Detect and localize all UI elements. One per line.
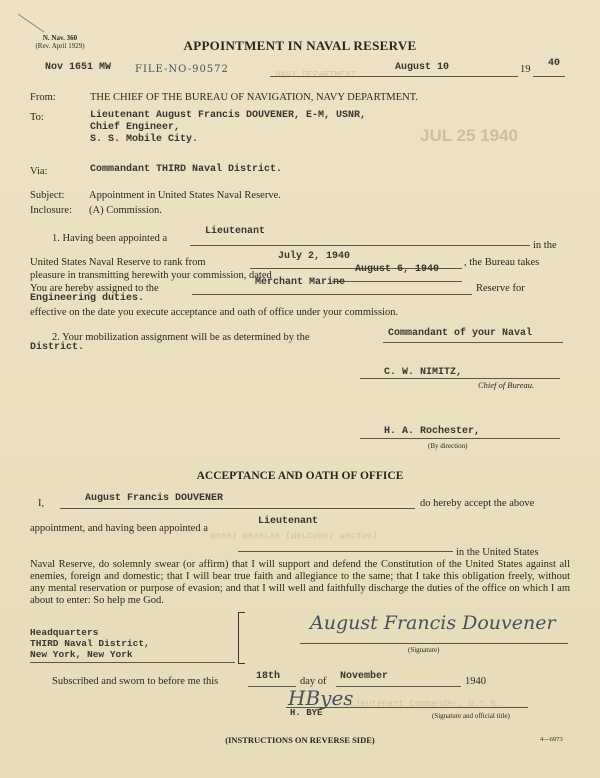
- page-title: APPOINTMENT IN NAVAL RESERVE: [183, 38, 417, 53]
- received-stamp: JUL 25 1940: [420, 126, 518, 145]
- file-number: FILE-NO-90572: [135, 64, 229, 75]
- subject-text: Appointment in United States Naval Reserve.: [89, 190, 281, 201]
- year-suffix: 40: [548, 58, 561, 69]
- para1-reserve-for: Reserve for: [476, 283, 525, 294]
- address-line: THIRD Naval District,: [30, 638, 150, 649]
- year-prefix: 19: [520, 64, 531, 75]
- to-line: S. S. Mobile City.: [90, 134, 199, 145]
- mobilization-assignment: Commandant of your Naval: [388, 328, 533, 339]
- official-label: (Signature and official title): [432, 712, 510, 720]
- acceptance-heading: ACCEPTANCE AND OATH OF OFFICE: [196, 470, 404, 482]
- address-line: Headquarters: [30, 627, 99, 638]
- para2-text: 2. Your mobilization assignment will be as determined by the: [52, 332, 310, 343]
- official-name: H. BYE: [290, 708, 323, 718]
- subscribed-text: Subscribed and sworn to before me this: [52, 676, 219, 687]
- acceptance-hereby: do hereby accept the above: [420, 498, 535, 509]
- para1-intro: 1. Having been appointed a: [52, 233, 168, 244]
- footer-instructions: (INSTRUCTIONS ON REVERSE SIDE): [225, 735, 375, 745]
- subscribed-year: 1940: [465, 676, 486, 687]
- para1-line4: You are hereby assigned to the: [30, 283, 159, 294]
- folded-corner-mark: [16, 12, 46, 34]
- address-line: New York, New York: [30, 649, 133, 660]
- acceptance-i: I,: [38, 498, 45, 509]
- acceptance-in-the: in the United States: [456, 547, 539, 558]
- from-label: From:: [30, 92, 56, 103]
- subject-label: Subject:: [30, 190, 65, 201]
- station-address: [30, 627, 150, 660]
- acceptance-appointment: appointment, and having been appointed a: [30, 523, 208, 534]
- nimitz-signature: C. W. NIMITZ,: [384, 367, 463, 378]
- para1-line3: pleasure in transmitting herewith your commission, dated: [30, 270, 272, 281]
- via-label: Via:: [30, 166, 48, 177]
- rank-date: July 2, 1940: [278, 251, 351, 262]
- to-address: [90, 110, 366, 146]
- rochester-signature: H. A. Rochester,: [384, 426, 481, 437]
- inclosure-label: Inclosure:: [30, 205, 72, 216]
- ghost-text: NAVY DEPARTMENT: [275, 70, 357, 80]
- day-of: day of: [300, 676, 327, 687]
- by-direction: (By direction): [428, 442, 468, 450]
- form-code: 4—6973: [540, 736, 563, 743]
- subscribed-day: 18th: [256, 671, 281, 682]
- chief-title: Chief of Bureau.: [478, 380, 535, 390]
- para1-rank: Lieutenant: [205, 226, 266, 237]
- assigned-to: Merchant Marine: [255, 277, 346, 288]
- duties: Engineering duties.: [30, 293, 145, 304]
- official-title: Lieutenant Commander, U.S.N.: [350, 699, 502, 709]
- signature-label: (Signature): [408, 646, 440, 654]
- via-text: Commandant THIRD Naval District.: [90, 164, 283, 175]
- acceptance-signature: August Francis Douvener: [310, 612, 556, 634]
- para1-line5: effective on the date you execute acceptance and oath of office under your commission.: [30, 307, 399, 318]
- ghost-text: Naval Reserve (Merchant Marine): [210, 530, 378, 540]
- para1-in-the: in the: [533, 240, 557, 251]
- acceptance-name: August Francis DOUVENER: [85, 493, 224, 504]
- mobilization-assignment-2: District.: [30, 342, 85, 353]
- para1-line2b: , the Bureau takes: [464, 257, 540, 268]
- letter-date: August 10: [395, 62, 450, 73]
- address-brace: [238, 612, 245, 664]
- to-line: Chief Engineer,: [90, 122, 181, 133]
- para1-line2: United States Naval Reserve to rank from: [30, 257, 206, 268]
- commission-date: August 6, 1940: [355, 264, 440, 275]
- to-label: To:: [30, 112, 44, 123]
- official-signature: HByes: [288, 686, 354, 710]
- from-text: THE CHIEF OF THE BUREAU OF NAVIGATION, NAVY DEPARTMENT.: [90, 92, 418, 103]
- acceptance-rank: Lieutenant: [258, 516, 319, 527]
- oath-text: Naval Reserve, do solemnly swear (or affirm) that I will support and defend the Constitution of the United States against all enemies, foreign and domestic; that I will bear true faith and allegiance to the same; that I take this obligation freely, without any mental reservation or purpose of evasion; and that I will well and faithfully discharge the duties of the office on which I am about to enter: So help me God.: [30, 559, 570, 606]
- form-number: N. Nav. 360 (Rev. April 1929): [35, 34, 85, 50]
- reference-number: Nov 1651 MW: [45, 62, 112, 73]
- subscribed-month: November: [340, 671, 389, 682]
- inclosure-text: (A) Commission.: [89, 205, 162, 216]
- to-line: Lieutenant August Francis DOUVENER, E-M, USNR,: [90, 110, 367, 121]
